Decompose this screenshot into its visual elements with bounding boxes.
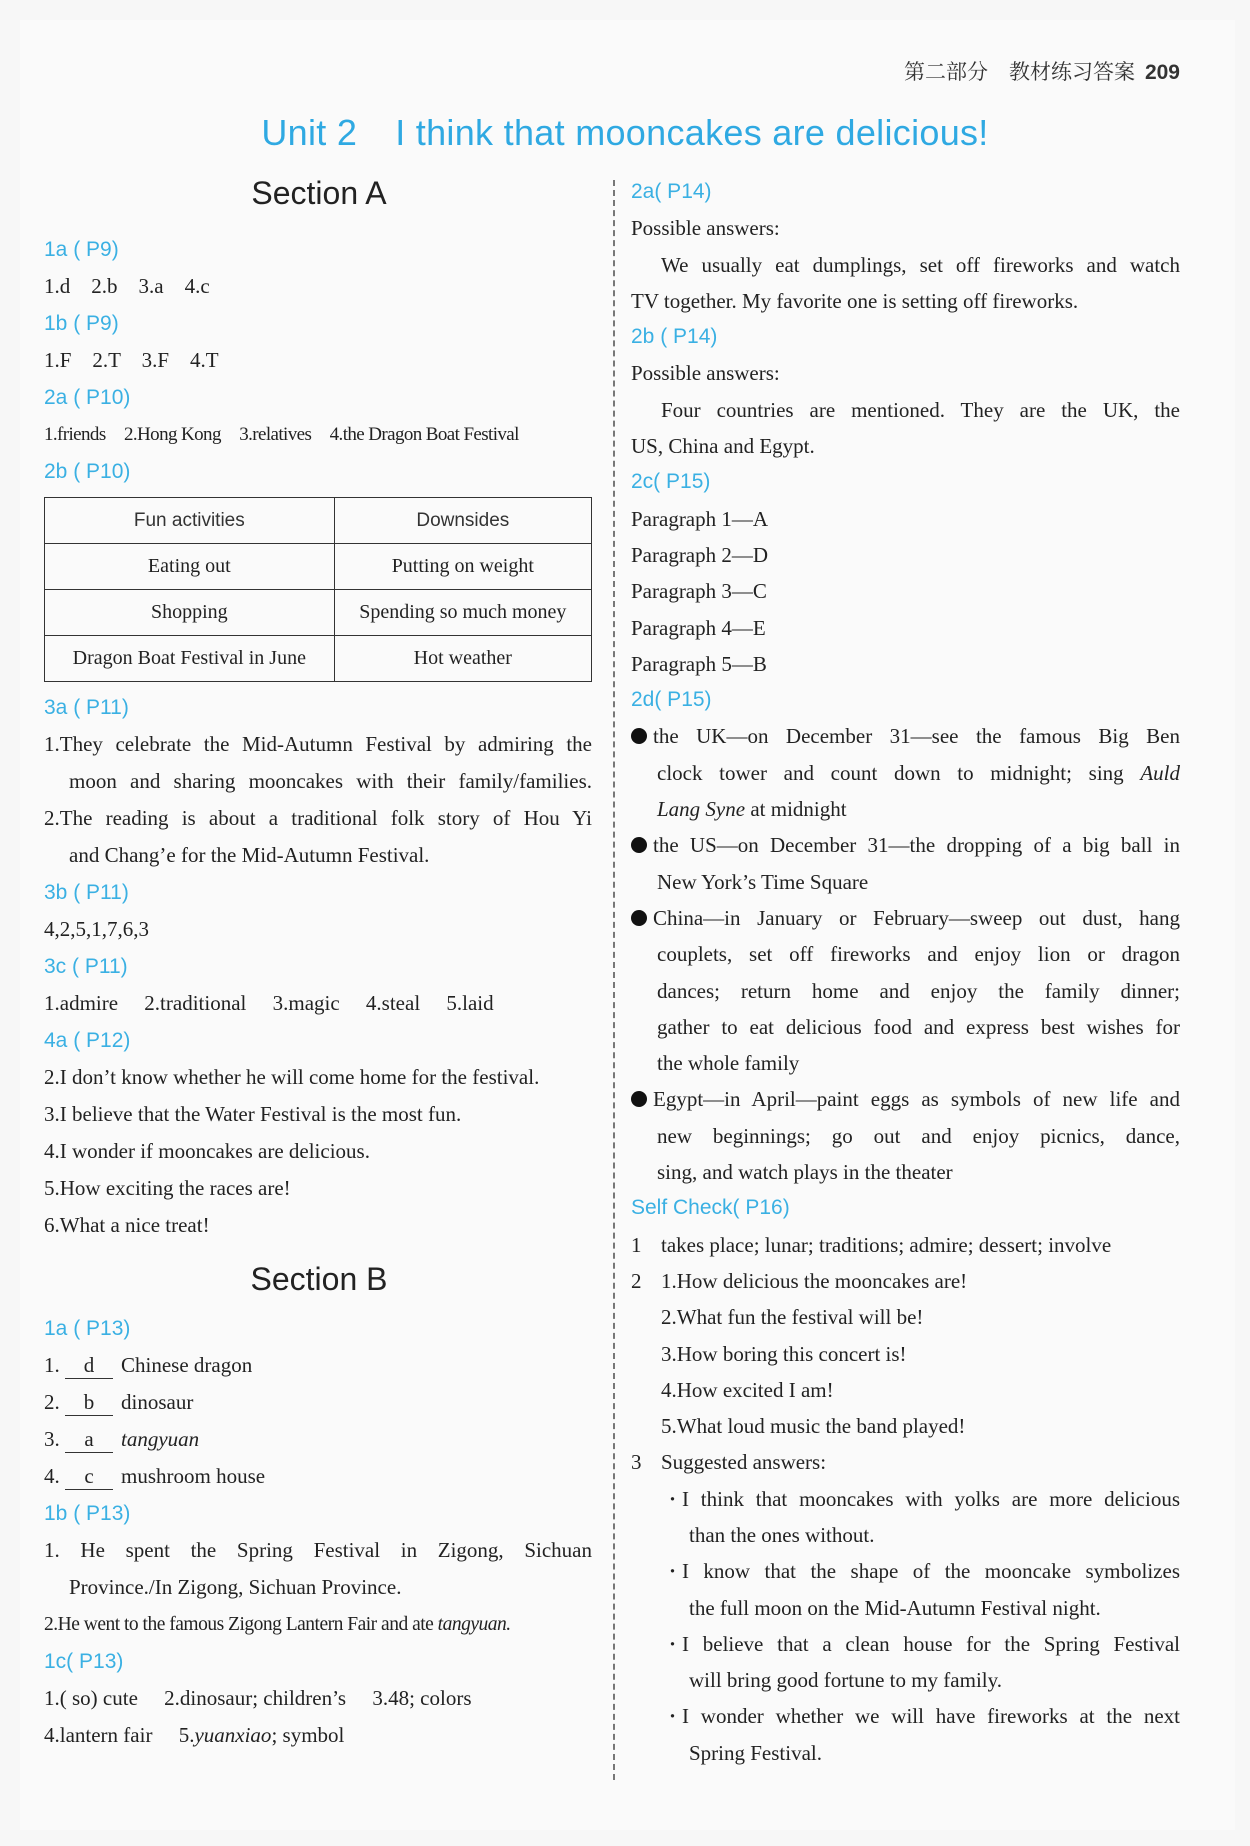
section-b-heading: Section B (250, 1261, 388, 1297)
unit-title (0, 112, 1250, 154)
r-q2d-uk (631, 791, 1180, 827)
r-q2c-line: Paragraph 5—B (631, 651, 767, 676)
unit-number: Unit 2 (261, 112, 358, 153)
r-q2d-china: the whole family (657, 1051, 800, 1076)
self-check-q2-line: 5.What loud music the band played! (661, 1414, 966, 1439)
answer-blank: b (65, 1389, 113, 1416)
b-q1c-line (44, 1717, 592, 1754)
table-cell: Dragon Boat Festival in June (45, 636, 335, 682)
item-number: 4. (44, 1464, 60, 1488)
unit-title-text: I think that mooncakes are delicious! (395, 112, 989, 153)
b-q1a-label: 1a ( P13) (44, 1317, 131, 1340)
r-q2a-line: We usually eat dumplings, set off fireworks and watch (661, 252, 1180, 277)
self-check-q2-line: 3.How boring this concert is! (661, 1341, 907, 1366)
self-check-q3-bullet: · I believe that a clean house for the Spring Festival (631, 1626, 1180, 1662)
line-text: clock tower and count down to midnight; sing (657, 760, 1141, 785)
self-check-q3 (631, 1444, 1180, 1480)
q4a-line: 4.I wonder if mooncakes are delicious. (44, 1139, 370, 1163)
q2b-label: 2b ( P10) (44, 460, 131, 483)
table-header: Fun activities (45, 498, 335, 544)
italic-word: yuanxiao (194, 1723, 272, 1747)
q4a-line: 3.I believe that the Water Festival is the most fun. (44, 1102, 462, 1126)
r-q2c-line: Paragraph 1—A (631, 506, 769, 531)
q3c-answer: 1.admire 2.traditional 3.magic 4.steal 5.laid (44, 991, 494, 1015)
r-q2d-china: dances; return home and enjoy the family dinner; (657, 978, 1180, 1003)
answer-blank: a (65, 1426, 113, 1453)
item-number: 2. (44, 1390, 60, 1414)
r-q2d-egypt: new beginnings; go out and enjoy picnics, dance, (657, 1123, 1180, 1148)
item-number: 3. (44, 1427, 60, 1451)
page-number: 209 (1144, 61, 1180, 84)
r-q2d-china: China—in January or February—sweep out dust, hang (631, 900, 1180, 936)
q4a-line: 5.How exciting the races are! (44, 1176, 291, 1200)
q3a-line: 1.They celebrate the Mid-Autumn Festival by admiring the (44, 732, 592, 756)
item-text: mushroom house (121, 1464, 266, 1488)
q4a-line: 2.I don’t know whether he will come home for the festival. (44, 1065, 540, 1089)
r-q2d-egypt: Egypt—in April—paint eggs as symbols of new life and (631, 1081, 1180, 1117)
r-q2b-intro: Possible answers: (631, 361, 780, 386)
r-q2c-line: Paragraph 3—C (631, 579, 767, 604)
self-check-q2-line: 2.What fun the festival will be! (661, 1305, 924, 1330)
item-text: tangyuan (121, 1427, 200, 1451)
r-q2d-uk (631, 755, 1180, 791)
q3a-line: 2.The reading is about a traditional folk story of Hou Yi (44, 806, 592, 830)
q2a-label: 2a ( P10) (44, 386, 131, 409)
b-q1c-line: 1.( so) cute 2.dinosaur; children’s 3.48; colors (44, 1686, 472, 1710)
r-q2c-label: 2c( P15) (631, 470, 711, 494)
right-column (631, 174, 1180, 1771)
q3a-line: and Chang’e for the Mid-Autumn Festival. (69, 843, 430, 867)
line-text: 4.lantern fair 5. (44, 1723, 195, 1747)
line-text: takes place; lunar; traditions; admire; dessert; involve (661, 1232, 1112, 1257)
q1a-label: 1a ( P9) (44, 238, 119, 261)
q3b-label: 3b ( P11) (44, 881, 129, 904)
table-header: Downsides (334, 498, 591, 544)
self-check-label: Self Check( P16) (631, 1196, 790, 1220)
r-q2d-china: gather to eat delicious food and express best wishes for (657, 1014, 1180, 1039)
b-q1b-label: 1b ( P13) (44, 1502, 131, 1525)
r-q2a-intro: Possible answers: (631, 216, 780, 241)
q4a-label: 4a ( P12) (44, 1029, 131, 1052)
self-check-q2-line: 4.How excited I am! (661, 1377, 834, 1402)
q-number: 3 (631, 1450, 642, 1475)
table-row (45, 590, 592, 636)
r-q2d-label: 2d( P15) (631, 688, 712, 712)
q-number: 2 (631, 1268, 642, 1293)
table-cell: Eating out (45, 544, 335, 590)
b-q1b-line (44, 1606, 592, 1643)
r-q2c-line: Paragraph 4—E (631, 615, 766, 640)
answer-blank: d (65, 1352, 113, 1379)
q3a-label: 3a ( P11) (44, 696, 129, 719)
header-part: 第二部分 教材练习答案 (903, 61, 1135, 84)
self-check-q3-bullet: · I wonder whether we will have fireworks at the next (631, 1698, 1180, 1734)
q4a-line: 6.What a nice treat! (44, 1213, 210, 1237)
b-q1b-line: 1. He spent the Spring Festival in Zigong, Sichuan (44, 1538, 592, 1562)
r-q2a-label: 2a( P14) (631, 180, 712, 203)
section-b (44, 1310, 592, 1754)
column-divider (613, 180, 615, 1780)
line-text: 1.How delicious the mooncakes are! (661, 1268, 968, 1293)
section-a-part1 (44, 231, 592, 490)
table-cell: Spending so much money (334, 590, 591, 636)
line-text: 2.He went to the famous Zigong Lantern Fair and ate (44, 1614, 434, 1635)
table-cell: Hot weather (334, 636, 591, 682)
item-number: 1. (44, 1353, 60, 1377)
self-check-q3-line: the full moon on the Mid-Autumn Festival night. (689, 1595, 1101, 1620)
line-text: Suggested answers: (661, 1450, 827, 1475)
self-check-q3-bullet: · I know that the shape of the mooncake symbolizes (631, 1553, 1180, 1589)
b-q1a-item (44, 1421, 592, 1458)
r-q2b-line: US, China and Egypt. (631, 434, 815, 459)
self-check-q3-line: than the ones without. (689, 1522, 875, 1547)
item-text: Chinese dragon (121, 1353, 253, 1377)
r-q2a-line: TV together. My favorite one is setting off fireworks. (631, 288, 1079, 313)
answer-blank: c (65, 1463, 113, 1490)
b-q1a-item (44, 1384, 592, 1421)
r-q2b-line: Four countries are mentioned. They are the UK, the (661, 397, 1180, 422)
r-q2d-china: couplets, set off fireworks and enjoy lion or dragon (657, 942, 1180, 967)
r-q2b-label: 2b ( P14) (631, 325, 718, 349)
r-q2d-egypt: sing, and watch plays in the theater (657, 1160, 953, 1185)
b-q1a-item (44, 1458, 592, 1495)
r-q2d-us: New York’s Time Square (657, 869, 869, 894)
table-row (45, 544, 592, 590)
section-a-heading: Section A (251, 175, 387, 211)
q2b-table (44, 497, 592, 682)
q-number: 1 (631, 1232, 642, 1257)
b-q1a-item (44, 1347, 592, 1384)
b-q1b-line: Province./In Zigong, Sichuan Province. (69, 1575, 402, 1599)
r-q2d-us: the US—on December 31—the dropping of a big ball in (631, 827, 1180, 863)
q1a-answer: 1.d 2.b 3.a 4.c (44, 274, 210, 298)
q1b-answer: 1.F 2.T 3.F 4.T (44, 348, 219, 372)
italic-title: Auld (1140, 760, 1180, 785)
q3b-answer: 4,2,5,1,7,6,3 (44, 917, 149, 941)
r-q2c-line: Paragraph 2—D (631, 542, 769, 567)
line-text: ; symbol (271, 1723, 345, 1747)
q2a-answer: 1.friends 2.Hong Kong 3.relatives 4.the Dragon Boat Festival (44, 424, 519, 445)
q3c-label: 3c ( P11) (44, 955, 128, 978)
running-header (904, 56, 1180, 86)
table-cell: Putting on weight (334, 544, 591, 590)
b-q1c-label: 1c( P13) (44, 1650, 124, 1673)
section-a-part2 (44, 689, 592, 1244)
self-check-q3-line: will bring good fortune to my family. (689, 1668, 1003, 1693)
table-cell: Shopping (45, 590, 335, 636)
self-check-q3-bullet: · I think that mooncakes with yolks are more delicious (631, 1481, 1180, 1517)
self-check-q3-line: Spring Festival. (689, 1740, 823, 1765)
self-check-q2 (631, 1263, 1180, 1299)
table-row (45, 636, 592, 682)
italic-title: Lang Syne (657, 797, 746, 822)
self-check-q1 (631, 1227, 1180, 1263)
q3a-line: moon and sharing mooncakes with their family/families. (69, 769, 592, 793)
item-text: dinosaur (121, 1390, 194, 1414)
r-q2d-uk: the UK—on December 31—see the famous Big Ben (631, 718, 1180, 754)
line-text: at midnight (745, 797, 847, 822)
table-header-row (45, 498, 592, 544)
q1b-label: 1b ( P9) (44, 312, 119, 335)
italic-word: tangyuan. (437, 1614, 511, 1635)
